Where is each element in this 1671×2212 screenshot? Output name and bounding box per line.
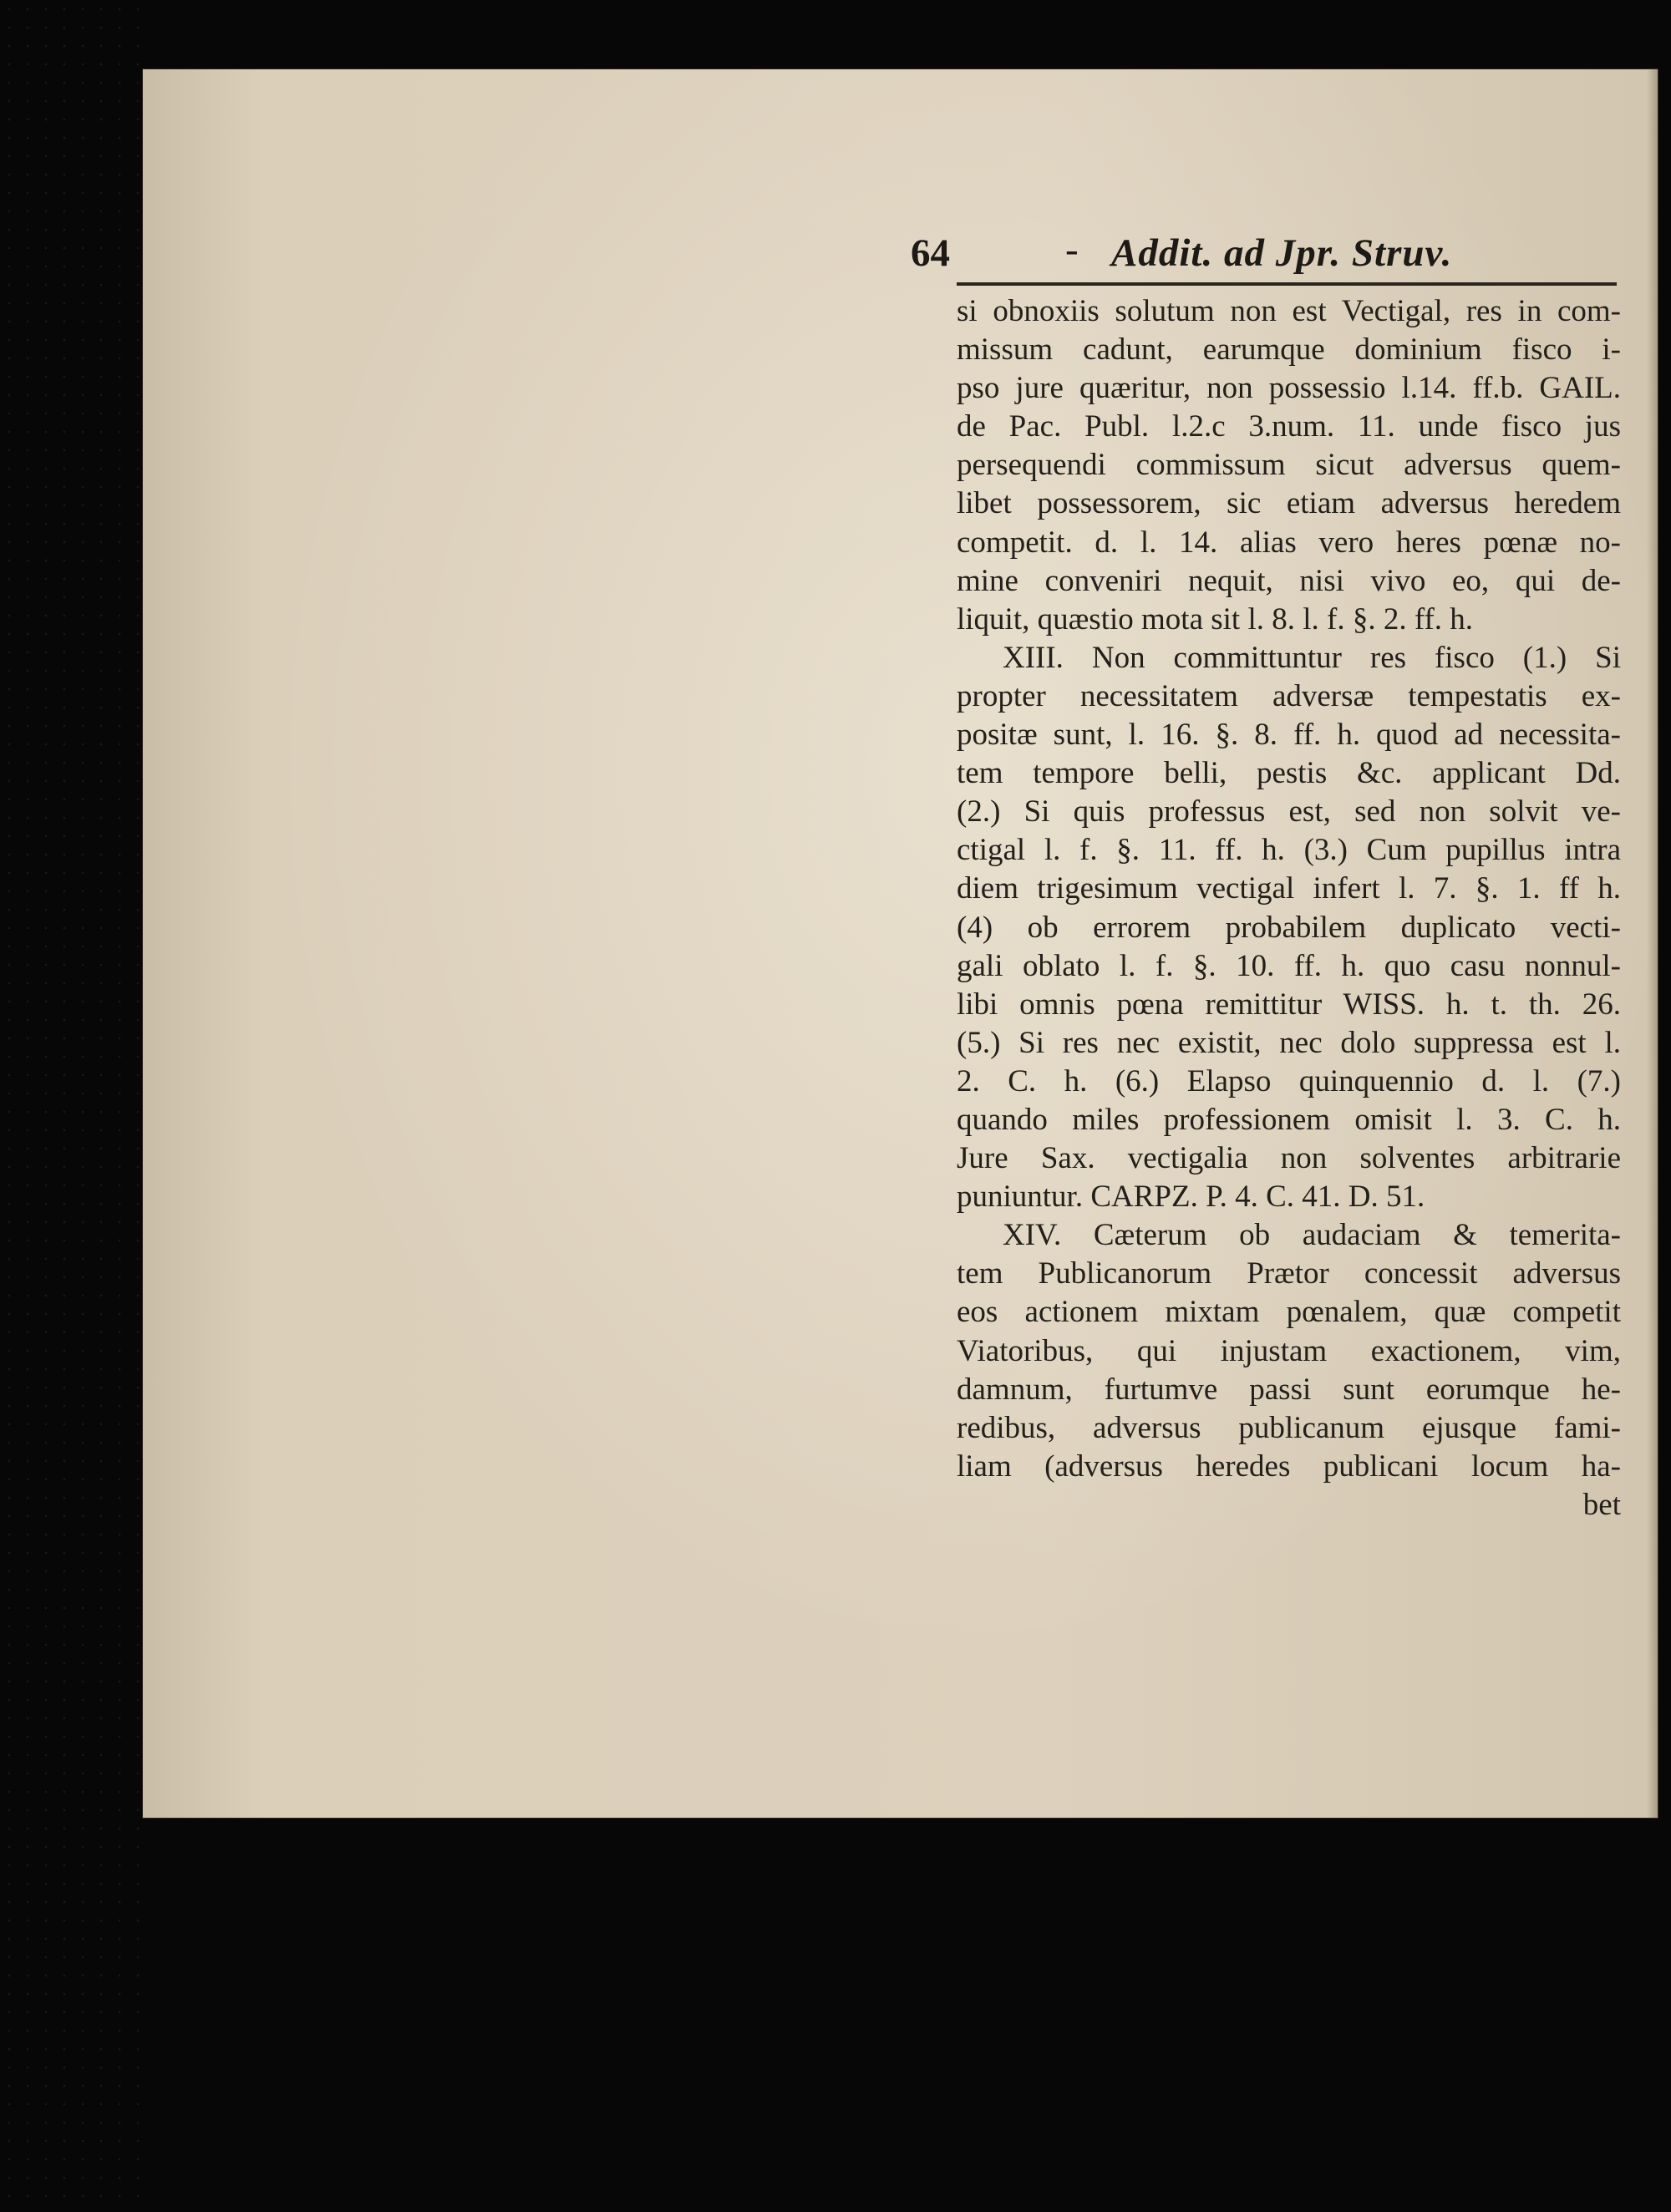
text-line: pso jure quæritur, non possessio l.14. ff.b. GAIL. xyxy=(957,371,1621,406)
text-line: 2. C. h. (6.) Elapso quinquennio d. l. (7.) xyxy=(957,1063,1621,1098)
page-edge-shadow xyxy=(1647,68,1658,1819)
text-line: Viatoribus, qui injustam exactionem, vim, xyxy=(957,1333,1621,1368)
text-line: missum cadunt, earumque dominium fisco i- xyxy=(957,332,1621,368)
catchword: bet xyxy=(1582,1487,1621,1522)
running-head: Addit. ad Jpr. Struv. xyxy=(1111,231,1453,275)
text-line: libet possessorem, sic etiam adversus heredem xyxy=(957,486,1621,521)
text-line: competit. d. l. 14. alias vero heres pœnæ no- xyxy=(957,525,1621,560)
text-line: (4) ob errorem probabilem duplicato vecti- xyxy=(957,910,1621,945)
text-line: liam (adversus heredes publicani locum ha- xyxy=(957,1448,1621,1484)
text-line: quando miles professionem omisit l. 3. C. h. xyxy=(957,1102,1621,1137)
header-dash: - xyxy=(1065,228,1079,271)
text-line: ctigal l. f. §. 11. ff. h. (3.) Cum pupillus intra xyxy=(957,833,1621,868)
text-line: mine conveniri nequit, nisi vivo eo, qui de- xyxy=(957,563,1621,598)
text-line: XIV. Cæterum ob audaciam & temerita- xyxy=(1003,1218,1621,1253)
text-line: persequendi commissum sicut adversus quem- xyxy=(957,448,1621,483)
text-line: Jure Sax. vectigalia non solventes arbitrarie xyxy=(957,1141,1621,1176)
text-line: gali oblato l. f. §. 10. ff. h. quo casu nonnul- xyxy=(957,948,1621,983)
text-line: tem Publicanorum Prætor concessit adversus xyxy=(957,1256,1621,1291)
text-line: tem tempore belli, pestis &c. applicant Dd. xyxy=(957,756,1621,791)
page-number: 64 xyxy=(911,231,950,275)
body-text xyxy=(957,292,1621,1525)
text-line: libi omnis pœna remittitur WISS. h. t. th. 26. xyxy=(957,987,1621,1022)
text-line: liquit, quæstio mota sit l. 8. l. f. §. 2. ff. h. xyxy=(957,601,1474,637)
text-line: (2.) Si quis professus est, sed non solvit ve- xyxy=(957,794,1621,830)
text-line: propter necessitatem adversæ tempestatis ex- xyxy=(957,678,1621,713)
text-line: redibus, adversus publicanum ejusque fami- xyxy=(957,1410,1621,1445)
background-dots xyxy=(0,0,146,2212)
text-line: (5.) Si res nec existit, nec dolo suppressa est l. xyxy=(957,1025,1621,1060)
text-line: eos actionem mixtam pœnalem, quæ competit xyxy=(957,1295,1621,1330)
text-line: XIII. Non committuntur res fisco (1.) Si xyxy=(1003,640,1621,675)
text-line: puniuntur. CARPZ. P. 4. C. 41. D. 51. xyxy=(957,1180,1425,1215)
text-line: diem trigesimum vectigal infert l. 7. §. 1. ff h. xyxy=(957,871,1621,906)
header-rule xyxy=(957,282,1617,286)
text-line: damnum, furtumve passi sunt eorumque he- xyxy=(957,1372,1621,1407)
text-line: si obnoxiis solutum non est Vectigal, res in com- xyxy=(957,294,1621,328)
page-header xyxy=(911,227,1621,277)
text-line: positæ sunt, l. 16. §. 8. ff. h. quod ad necessita- xyxy=(957,718,1621,753)
text-line: de Pac. Publ. l.2.c 3.num. 11. unde fisco jus xyxy=(957,409,1621,444)
